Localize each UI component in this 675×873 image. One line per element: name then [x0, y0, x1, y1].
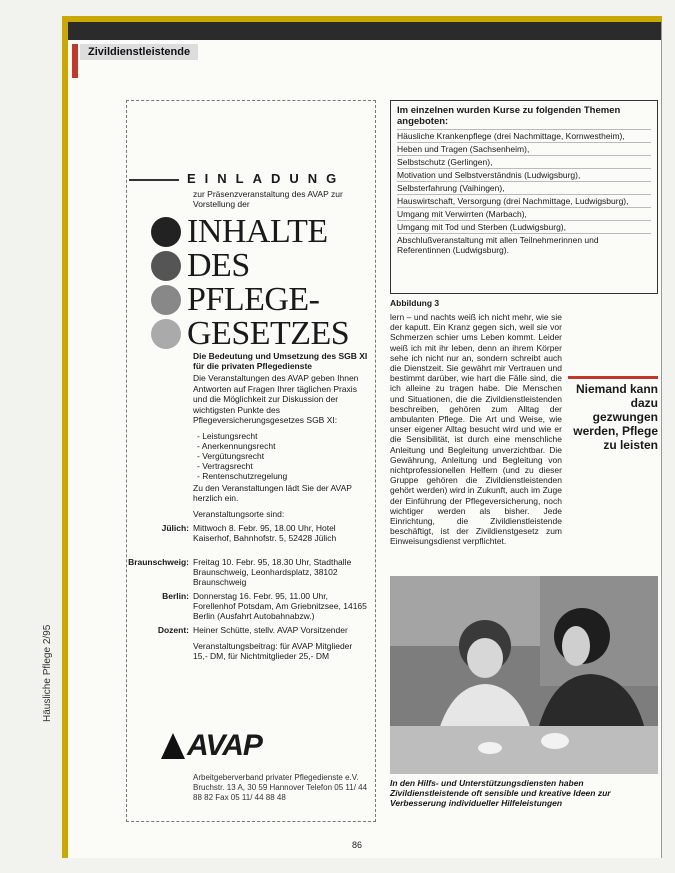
pull-quote: Niemand kann dazu gezwungen werden, Pflege zu leisten [573, 382, 658, 452]
list-item: Heben und Tragen (Sachsenheim), [397, 142, 651, 155]
dot-icon [151, 319, 181, 349]
invitation-ad [126, 100, 376, 822]
venue-address: Donnerstag 16. Febr. 95, 11.00 Uhr, Forellenhof Potsdam, Am Griebnitzsee, 14165 Berlin (Ausfahrt Autobahnabzw.) [193, 591, 367, 621]
photo-illustration [390, 576, 658, 774]
side-label: Häusliche Pflege 2/95 [42, 624, 53, 722]
logo-triangle-icon [161, 733, 185, 759]
logo-text: AVAP [187, 729, 262, 762]
figure-caption: Abbildung 3 [390, 298, 440, 308]
figure-heading: Im einzelnen wurden Kurse zu folgenden Themen angeboten: [397, 105, 621, 127]
invitation-intro: Die Veranstaltungen des AVAP geben Ihnen Antworten auf Fragen Ihrer täglichen Praxis und die Möglichkeit zur Diskussion der wichtigsten Punkte des Pflegeversicherungsgesetzes SGB XI: [193, 373, 359, 425]
photo-caption: In den Hilfs- und Unterstützungsdiensten haben Zivildienstleistende oft sensible und kreative Ideen zur Verbesserung individueller Hilfeleistungen [390, 778, 611, 808]
contact-info: Arbeitgeberverband privater Pflegedienste e.V. Bruchstr. 13 A, 30 59 Hannover Telefon 05 11/ 44 88 82 Fax 05 11/ 44 88 48 [193, 773, 368, 802]
invitation-subtitle: Die Bedeutung und Umsetzung des SGB XI für die privaten Pflegedienste [193, 351, 368, 371]
article-body: lern – und nachts weiß ich nicht mehr, wie sie der kaputt. Ein Kranz gegen sich, weil sie vor Schmerzen schier ums Leben kommt. Leider weiß ich mit ihr leben, denn an ihrem Körper sehe ich nicht nur an, sondern schreibt auch die Dienstzeit. Sie gewährt mir Vertrauen und bestimmt darüber, wie hart die Fälle sind, die ich alleine zu tragen habe. Die Menschen und Situationen, die die Zivildienstleistenden beschreiben, gehören zum Alltag der ambulanten Pflege. Die Art und Weise, wie unser eigener Alltag besucht wird und wie er die Sensibilität, ist durch eine menschliche Anleitung und Begleitung unverzichtbar. Die Gewährung, Anleitung und Begleitung von nichtprofessionellen Helfern (und zu dieser Gruppe gehören die Zivildienstleistenden gehört werden) wird in Zukunft, auch im Zuge der Einführung der Pflegeversicherung, noch wichtiger werden als bisher. Jede Einrichtung, die Zivildienstleistende beschäftigt, ist der Zivildienstgesetz zum Einweisungsdienst verpflichtet. [390, 312, 562, 547]
figure-box [390, 100, 658, 294]
list-item: Abschlußveranstaltung mit allen Teilnehmerinnen und Referentinnen (Ludwigsburg). [397, 233, 651, 256]
list-item: Motivation und Selbstverständnis (Ludwigsburg), [397, 168, 651, 181]
headline-row [151, 281, 320, 319]
headline-word: PFLEGE- [187, 281, 320, 318]
fees-text: Veranstaltungsbeitrag: für AVAP Mitglieder 15,- DM, für Nichtmitglieder 25,- DM [193, 641, 353, 661]
list-item: - Vergütungsrecht [197, 451, 265, 461]
kicker-rule [129, 179, 179, 181]
venue-city: Jülich: [161, 523, 189, 533]
headline-word: DES [187, 247, 250, 284]
list-item: - Anerkennungsrecht [197, 441, 276, 451]
venue-address: Heiner Schütte, stellv. AVAP Vorsitzender [193, 625, 348, 635]
dot-icon [151, 217, 181, 247]
list-item: Hauswirtschaft, Versorgung (drei Nachmittage, Ludwigsburg), [397, 194, 651, 207]
topic-list [197, 431, 287, 481]
section-marker [72, 44, 78, 78]
section-tab: Zivildienstleistende [80, 44, 198, 60]
invitation-closing: Zu den Veranstaltungen lädt Sie der AVAP herzlich ein. [193, 483, 352, 503]
avap-logo [161, 729, 262, 763]
list-item: - Leistungsrecht [197, 431, 258, 441]
venue-address: Freitag 10. Febr. 95, 18.30 Uhr, Stadthalle Braunschweig, Leonhardsplatz, 38102 Braunschweig [193, 557, 352, 587]
list-item: Selbsterfahrung (Vaihingen), [397, 181, 651, 194]
list-item: Häusliche Krankenpflege (drei Nachmittage, Kornwestheim), [397, 129, 651, 142]
headline-row [151, 213, 328, 251]
photo [390, 576, 658, 774]
venue-city: Berlin: [162, 591, 189, 601]
list-item: - Vertragsrecht [197, 461, 253, 471]
list-item: Selbstschutz (Gerlingen), [397, 155, 651, 168]
headline-row [151, 247, 250, 285]
list-item: - Rentenschutzregelung [197, 471, 288, 481]
top-bar [68, 22, 661, 40]
invitation-kicker: EINLADUNG [187, 171, 346, 186]
headline-row [151, 315, 349, 353]
pull-quote-rule [568, 376, 658, 379]
magazine-page [42, 16, 662, 858]
dot-icon [151, 285, 181, 315]
headline-word: GESETZES [187, 315, 350, 352]
page-number: 86 [352, 840, 363, 850]
venue-address: Mittwoch 8. Febr. 95, 18.00 Uhr, Hotel Kaiserhof, Bahnhofstr. 5, 52428 Jülich [193, 523, 337, 543]
dot-icon [151, 251, 181, 281]
venue-city: Dozent: [157, 625, 189, 635]
invitation-sub: zur Präsenzveranstaltung des AVAP zur Vorstellung der [193, 189, 343, 209]
list-item: Umgang mit Verwirrten (Marbach), [397, 207, 651, 220]
venues-label: Veranstaltungsorte sind: [193, 509, 285, 519]
list-item: Umgang mit Tod und Sterben (Ludwigsburg), [397, 220, 651, 233]
venue-city: Braunschweig: [128, 557, 189, 567]
headline-word: INHALTE [187, 213, 328, 250]
